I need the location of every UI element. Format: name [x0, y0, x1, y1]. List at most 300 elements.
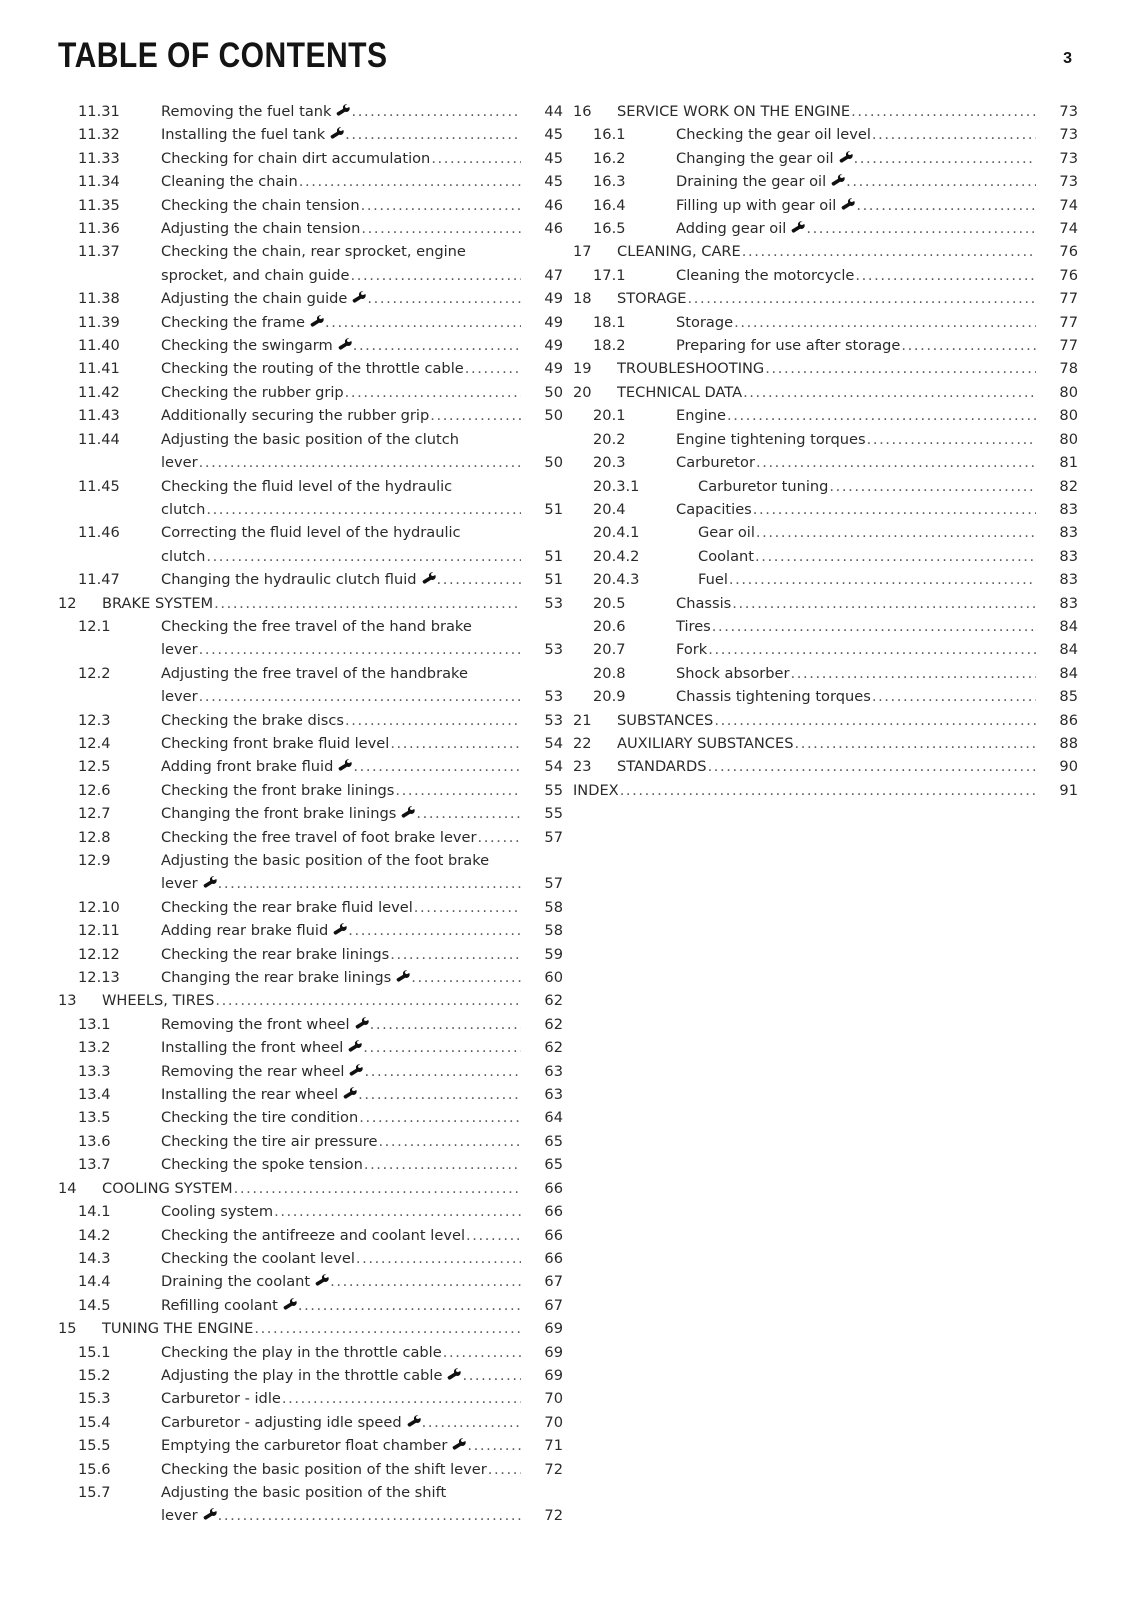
toc-entry-number: 20: [573, 383, 592, 401]
toc-entry-number: 11.40: [78, 337, 120, 355]
toc-entry-number: 15.6: [78, 1460, 111, 1478]
toc-entry-number: 20.5: [593, 594, 626, 612]
toc-entry-title-cell: [161, 428, 521, 451]
toc-entry-number: 12.2: [78, 664, 111, 682]
toc-entry-page-number: 50: [544, 383, 563, 401]
toc-leader-dots: [299, 170, 521, 193]
toc-entry-page-number: 62: [544, 1039, 563, 1057]
toc-entry[interactable]: [58, 170, 563, 193]
toc-entry-page-number: 53: [544, 688, 563, 706]
toc-entry-label: BRAKE SYSTEM: [102, 594, 214, 612]
wrench-icon: [338, 338, 353, 351]
toc-entry[interactable]: [58, 521, 563, 544]
toc-entry[interactable]: [58, 357, 563, 380]
toc-leader-dots: [234, 1177, 521, 1200]
toc-entry-page-number: 66: [544, 1226, 563, 1244]
toc-entry-label: Emptying the carburetor float chamber: [161, 1437, 448, 1455]
toc-entry[interactable]: [58, 1130, 563, 1153]
toc-entry-continuation[interactable]: [58, 498, 563, 521]
toc-entry-title-cell: [676, 428, 1036, 451]
toc-entry[interactable]: [573, 755, 1078, 778]
toc-entry-number: 16: [573, 103, 592, 120]
wrench-icon: [315, 1274, 330, 1287]
toc-entry-label: Checking the rear brake linings: [161, 945, 390, 963]
toc-entry[interactable]: [58, 966, 563, 989]
toc-entry[interactable]: [58, 755, 563, 778]
toc-entry[interactable]: [573, 451, 1078, 474]
toc-entry[interactable]: [573, 709, 1078, 732]
toc-entry-label: Installing the rear wheel: [161, 1086, 339, 1104]
toc-entry[interactable]: [58, 1060, 563, 1083]
toc-entry[interactable]: [58, 1434, 563, 1457]
wrench-icon: [452, 1438, 467, 1451]
toc-leader-dots: [765, 357, 1036, 380]
toc-leader-dots: [708, 755, 1036, 778]
wrench-icon: [338, 759, 353, 772]
toc-leader-dots: [729, 568, 1036, 591]
toc-entry[interactable]: [573, 194, 1078, 217]
toc-entry-page-number: 73: [1059, 173, 1078, 191]
toc-entry-number: 21: [573, 711, 592, 729]
toc-entry-number: 13.1: [78, 1015, 111, 1033]
toc-entry[interactable]: [58, 802, 563, 825]
wrench-icon: [330, 127, 345, 140]
toc-entry-label: Engine tightening torques: [676, 430, 866, 448]
toc-entry-label: WHEELS, TIRES: [102, 992, 215, 1010]
toc-entry-page-number: 83: [1059, 547, 1078, 565]
toc-entry-number: 13.6: [78, 1132, 111, 1150]
toc-entry-continuation[interactable]: [58, 638, 563, 661]
toc-entry-label: Removing the fuel tank: [161, 103, 332, 120]
wrench-icon: [401, 806, 416, 819]
toc-entry-title-cell: [161, 1224, 521, 1247]
toc-entry-label: TROUBLESHOOTING: [617, 360, 765, 378]
toc-entry-title-cell: [161, 685, 521, 708]
toc-entry-page-number: 67: [544, 1273, 563, 1291]
toc-entry[interactable]: [58, 1106, 563, 1129]
toc-entry-title-cell: [617, 100, 1036, 123]
toc-entry-label: Checking front brake fluid level: [161, 734, 390, 752]
toc-leader-dots: [727, 404, 1036, 427]
toc-entry[interactable]: [573, 217, 1078, 240]
toc-entry[interactable]: [573, 381, 1078, 404]
toc-entry[interactable]: [573, 521, 1078, 544]
toc-entry-label: Adjusting the free travel of the handbrake: [161, 664, 468, 682]
toc-leader-dots: [370, 1013, 521, 1036]
toc-entry-title-cell: [161, 1387, 521, 1410]
wrench-icon: [407, 1415, 422, 1428]
toc-entry[interactable]: [58, 1411, 563, 1434]
toc-entry-number: 13.4: [78, 1086, 111, 1104]
toc-entry-label: lever: [161, 454, 198, 472]
toc-entry-title-cell: [161, 1130, 521, 1153]
toc-entry[interactable]: [58, 1247, 563, 1270]
toc-entry-title-cell: [161, 872, 521, 895]
toc-entry-page-number: 51: [544, 500, 563, 518]
toc-entry-label: Carburetor: [676, 454, 755, 472]
toc-entry-label: STANDARDS: [617, 758, 707, 776]
toc-entry[interactable]: [58, 404, 563, 427]
toc-entry[interactable]: [573, 264, 1078, 287]
toc-entry[interactable]: [58, 1153, 563, 1176]
toc-entry[interactable]: [573, 568, 1078, 591]
toc-entry[interactable]: [573, 170, 1078, 193]
toc-entry[interactable]: [573, 287, 1078, 310]
toc-leader-dots: [353, 755, 521, 778]
toc-entry-number: 11.31: [78, 103, 120, 120]
toc-entry-page-number: 80: [1059, 383, 1078, 401]
toc-entry[interactable]: [58, 568, 563, 591]
toc-entry[interactable]: [58, 709, 563, 732]
toc-entry-page-number: 77: [1059, 313, 1078, 331]
toc-entry-title-cell: [161, 1106, 521, 1129]
toc-entry-page-number: 64: [544, 1109, 563, 1127]
toc-entry-number: 11.38: [78, 290, 120, 308]
toc-entry[interactable]: [573, 615, 1078, 638]
toc-entry[interactable]: [58, 311, 563, 334]
toc-entry-number: 11.47: [78, 571, 120, 589]
wrench-icon: [839, 151, 854, 164]
toc-entry-title-cell: [102, 1317, 521, 1340]
toc-entry[interactable]: [58, 1387, 563, 1410]
toc-entry-continuation[interactable]: [58, 1504, 563, 1527]
toc-entry-title-cell: [617, 357, 1036, 380]
toc-entry-title-cell: [161, 1153, 521, 1176]
toc-entry-title-cell: [161, 170, 521, 193]
toc-entry-page-number: 46: [544, 220, 563, 238]
toc-entry-title-cell: [617, 240, 1036, 263]
toc-entry-label: TECHNICAL DATA: [617, 383, 743, 401]
toc-entry[interactable]: [58, 1458, 563, 1481]
toc-entry-label: Changing the rear brake linings: [161, 969, 392, 987]
toc-entry-number: 14.3: [78, 1249, 111, 1267]
toc-leader-dots: [466, 1224, 521, 1247]
toc-entry[interactable]: [58, 381, 563, 404]
toc-leader-dots: [345, 381, 521, 404]
toc-entry[interactable]: [573, 779, 1078, 802]
toc-entry[interactable]: [58, 1270, 563, 1293]
toc-entry-number: 18: [573, 290, 592, 308]
toc-entry-label: Engine: [676, 407, 727, 425]
toc-entry[interactable]: [58, 1036, 563, 1059]
toc-entry-number: 13: [58, 992, 77, 1010]
toc-entry-label: Additionally securing the rubber grip: [161, 407, 430, 425]
toc-entry-number: 16.5: [593, 220, 626, 238]
toc-entry-page-number: 66: [544, 1179, 563, 1197]
toc-entry-page-number: 82: [1059, 477, 1078, 495]
toc-entry-label: Checking the front brake linings: [161, 781, 395, 799]
toc-entry-page-number: 58: [544, 922, 563, 940]
toc-leader-dots: [351, 100, 521, 123]
toc-entry-number: 12.1: [78, 617, 111, 635]
page-number-folio: 3: [1063, 50, 1072, 67]
toc-entry-title-cell: [161, 849, 521, 872]
toc-entry-title-cell: [676, 217, 1036, 240]
toc-entry[interactable]: [58, 1200, 563, 1223]
toc-entry-page-number: 50: [544, 454, 563, 472]
toc-leader-dots: [732, 592, 1036, 615]
toc-entry-title-cell: [676, 404, 1036, 427]
toc-entry-page-number: 51: [544, 547, 563, 565]
toc-entry-title-cell: [102, 592, 521, 615]
toc-entry-page-number: 62: [544, 1015, 563, 1033]
toc-entry[interactable]: [58, 1481, 563, 1504]
toc-entry[interactable]: [573, 428, 1078, 451]
toc-entry[interactable]: [58, 217, 563, 240]
toc-entry-title-cell: [161, 1247, 521, 1270]
toc-entry-title-cell: [676, 264, 1036, 287]
toc-entry-continuation[interactable]: [58, 872, 563, 895]
toc-entry[interactable]: [58, 428, 563, 451]
toc-leader-dots: [794, 732, 1036, 755]
toc-entry-continuation[interactable]: [58, 451, 563, 474]
toc-entry-page-number: 57: [544, 875, 563, 893]
toc-entry-page-number: 83: [1059, 524, 1078, 542]
toc-entry-label: Preparing for use after storage: [676, 337, 901, 355]
toc-entry-label: Chassis tightening torques: [676, 688, 871, 706]
toc-entry-label: Shock absorber: [676, 664, 790, 682]
toc-entry-label: Carburetor - adjusting idle speed: [161, 1413, 402, 1431]
toc-leader-dots: [356, 1247, 521, 1270]
toc-entry[interactable]: [58, 100, 563, 123]
toc-leader-dots: [743, 381, 1036, 404]
toc-entry-page-number: 62: [544, 992, 563, 1010]
toc-column-right: [573, 100, 1078, 1528]
toc-entry-title-cell: [161, 1083, 521, 1106]
toc-leader-dots: [199, 451, 521, 474]
toc-entry-number: 12.8: [78, 828, 111, 846]
toc-leader-dots: [414, 896, 521, 919]
toc-entry[interactable]: [573, 147, 1078, 170]
toc-entry-label: Checking the routing of the throttle cable: [161, 360, 464, 378]
toc-entry-label: Adding rear brake fluid: [161, 922, 329, 940]
toc-entry-title-cell: [161, 311, 521, 334]
toc-entry-title-cell: [161, 451, 521, 474]
toc-entry-page-number: 59: [544, 945, 563, 963]
toc-entry[interactable]: [573, 240, 1078, 263]
toc-entry-label: Checking for chain dirt accumulation: [161, 149, 431, 167]
toc-entry[interactable]: [573, 638, 1078, 661]
toc-entry-number: 16.2: [593, 149, 626, 167]
toc-entry-label: Adjusting the chain guide: [161, 290, 348, 308]
toc-entry-title-cell: [676, 685, 1036, 708]
toc-entry[interactable]: [573, 545, 1078, 568]
toc-entry[interactable]: [58, 240, 563, 263]
toc-entry-page-number: 91: [1059, 781, 1078, 799]
toc-entry-title-cell: [161, 521, 521, 544]
toc-entry-number: 11.35: [78, 196, 120, 214]
toc-leader-dots: [274, 1200, 521, 1223]
toc-entry-label: Storage: [676, 313, 734, 331]
toc-entry-page-number: 57: [544, 828, 563, 846]
toc-entry[interactable]: [58, 147, 563, 170]
toc-entry-label: Checking the chain, rear sprocket, engine: [161, 243, 466, 261]
toc-entry-title-cell: [161, 732, 521, 755]
toc-entry-label: Cooling system: [161, 1203, 274, 1221]
toc-entry-title-cell: [161, 1060, 521, 1083]
toc-entry-number: 14.5: [78, 1296, 111, 1314]
toc-entry-label: Adjusting the basic position of the foot brake: [161, 852, 490, 869]
toc-entry[interactable]: [573, 334, 1078, 357]
toc-leader-dots: [330, 1270, 521, 1293]
toc-entry-number: 15.7: [78, 1483, 111, 1501]
toc-entry[interactable]: [573, 100, 1078, 123]
toc-entry[interactable]: [58, 1013, 563, 1036]
toc-entry[interactable]: [58, 732, 563, 755]
toc-entry-title-cell: [161, 709, 521, 732]
toc-entry-title-cell: [676, 638, 1036, 661]
toc-entry[interactable]: [58, 194, 563, 217]
toc-entry-title-cell: [161, 147, 521, 170]
toc-leader-dots: [734, 311, 1036, 334]
toc-entry-label: clutch: [161, 547, 206, 565]
toc-entry[interactable]: [573, 732, 1078, 755]
toc-entry[interactable]: [58, 123, 563, 146]
toc-entry-number: 16.1: [593, 126, 626, 144]
toc-entry-number: 18.1: [593, 313, 626, 331]
toc-entry-number: 11.39: [78, 313, 120, 331]
toc-leader-dots: [806, 217, 1036, 240]
toc-entry-label: Correcting the fluid level of the hydraulic: [161, 524, 461, 542]
toc-entry-title-cell: [161, 1270, 521, 1293]
toc-entry-page-number: 54: [544, 734, 563, 752]
toc-entry-number: 12.4: [78, 734, 111, 752]
toc-entry-page-number: 73: [1059, 149, 1078, 167]
toc-entry[interactable]: [573, 404, 1078, 427]
toc-entry[interactable]: [58, 615, 563, 638]
toc-entry-title-cell: [676, 615, 1036, 638]
toc-entry-page-number: 69: [544, 1343, 563, 1361]
toc-entry-page-number: 78: [1059, 360, 1078, 378]
toc-entry[interactable]: [58, 592, 563, 615]
toc-leader-dots: [465, 357, 521, 380]
toc-entry[interactable]: [58, 849, 563, 872]
toc-entry-number: 12.13: [78, 969, 120, 987]
toc-entry-label: Removing the front wheel: [161, 1015, 350, 1033]
toc-entry[interactable]: [573, 123, 1078, 146]
toc-leader-dots: [467, 1434, 521, 1457]
toc-entry-title-cell: [676, 334, 1036, 357]
toc-entry[interactable]: [58, 287, 563, 310]
toc-entry[interactable]: [58, 779, 563, 802]
toc-entry[interactable]: [573, 685, 1078, 708]
toc-leader-dots: [712, 615, 1036, 638]
toc-columns: [0, 100, 1130, 1528]
toc-entry[interactable]: [58, 896, 563, 919]
toc-entry-page-number: 60: [544, 969, 563, 987]
toc-entry-number: 14.4: [78, 1273, 111, 1291]
toc-entry[interactable]: [573, 498, 1078, 521]
toc-entry-number: 12.5: [78, 758, 111, 776]
toc-leader-dots: [358, 1083, 521, 1106]
toc-entry[interactable]: [58, 1224, 563, 1247]
toc-entry[interactable]: [58, 662, 563, 685]
toc-entry-label: Checking the tire air pressure: [161, 1132, 378, 1150]
toc-entry-page-number: 76: [1059, 266, 1078, 284]
toc-entry-label: Checking the fluid level of the hydraulic: [161, 477, 453, 495]
toc-entry-page-number: 83: [1059, 571, 1078, 589]
toc-entry-label: Checking the free travel of the hand brake: [161, 617, 472, 635]
toc-entry-number: 12.7: [78, 805, 111, 823]
toc-entry[interactable]: [58, 1317, 563, 1340]
toc-entry-number: 11.44: [78, 430, 120, 448]
toc-entry-label: lever: [161, 688, 198, 706]
toc-entry-number: 15.4: [78, 1413, 111, 1431]
toc-leader-dots: [714, 709, 1036, 732]
wrench-icon: [422, 572, 437, 585]
toc-entry[interactable]: [58, 1364, 563, 1387]
toc-leader-dots: [488, 1458, 521, 1481]
toc-entry-title-cell: [617, 732, 1036, 755]
toc-entry-label: Adjusting the basic position of the clutch: [161, 430, 460, 448]
toc-entry-number: 20.3.1: [593, 477, 640, 495]
toc-leader-dots: [854, 147, 1036, 170]
toc-entry-page-number: 77: [1059, 290, 1078, 308]
toc-entry-page-number: 70: [544, 1413, 563, 1431]
toc-entry[interactable]: [58, 334, 563, 357]
toc-entry-title-cell: [676, 311, 1036, 334]
toc-entry[interactable]: [58, 475, 563, 498]
toc-leader-dots: [753, 498, 1036, 521]
toc-entry[interactable]: [58, 1083, 563, 1106]
toc-leader-dots: [353, 334, 521, 357]
toc-entry-label: Adding front brake fluid: [161, 758, 334, 776]
toc-entry[interactable]: [58, 989, 563, 1012]
toc-entry-page-number: 63: [544, 1062, 563, 1080]
toc-entry-continuation[interactable]: [58, 545, 563, 568]
toc-entry[interactable]: [58, 943, 563, 966]
toc-entry-label: SERVICE WORK ON THE ENGINE: [617, 103, 851, 120]
toc-entry-title-cell: [161, 1411, 521, 1434]
toc-entry-number: 20.2: [593, 430, 626, 448]
toc-entry-continuation[interactable]: [58, 264, 563, 287]
toc-entry-title-cell: [617, 755, 1036, 778]
toc-entry-page-number: 66: [544, 1203, 563, 1221]
toc-entry-continuation[interactable]: [58, 685, 563, 708]
toc-leader-dots: [430, 404, 521, 427]
toc-entry-page-number: 53: [544, 594, 563, 612]
toc-entry-title-cell: [617, 381, 1036, 404]
toc-leader-dots: [348, 919, 521, 942]
toc-entry-page-number: 80: [1059, 407, 1078, 425]
toc-entry[interactable]: [58, 1294, 563, 1317]
toc-entry-title-cell: [161, 802, 521, 825]
toc-entry-title-cell: [617, 287, 1036, 310]
toc-entry[interactable]: [573, 311, 1078, 334]
toc-leader-dots: [254, 1317, 521, 1340]
toc-entry-title-cell: [102, 1177, 521, 1200]
wrench-icon: [349, 1064, 364, 1077]
toc-leader-dots: [901, 334, 1036, 357]
toc-entry-title-cell: [161, 194, 521, 217]
toc-entry[interactable]: [573, 662, 1078, 685]
toc-entry-label: Filling up with gear oil: [676, 196, 837, 214]
page-header: [0, 0, 1130, 96]
toc-entry[interactable]: [58, 826, 563, 849]
wrench-icon: [203, 876, 218, 889]
toc-entry-number: 15.3: [78, 1390, 111, 1408]
toc-leader-dots: [416, 802, 521, 825]
toc-entry[interactable]: [58, 919, 563, 942]
toc-entry[interactable]: [573, 357, 1078, 380]
toc-entry[interactable]: [58, 1341, 563, 1364]
toc-entry[interactable]: [58, 1177, 563, 1200]
toc-entry-label: lever: [161, 1507, 198, 1525]
toc-entry-page-number: 88: [1059, 734, 1078, 752]
toc-entry[interactable]: [573, 592, 1078, 615]
toc-entry[interactable]: [573, 475, 1078, 498]
toc-entry-page-number: 86: [1059, 711, 1078, 729]
